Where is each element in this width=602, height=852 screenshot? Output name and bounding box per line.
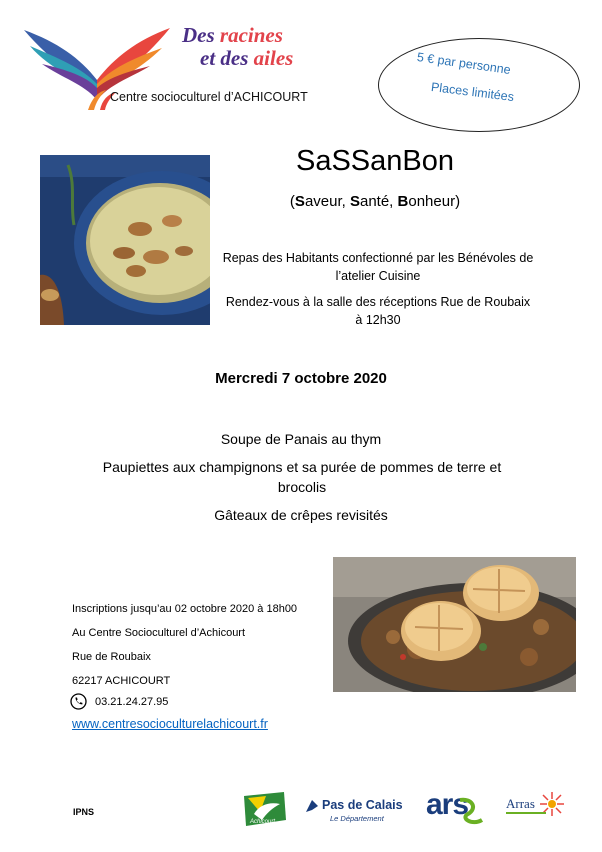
menu-item-dessert: Gâteaux de crêpes revisités [214, 507, 388, 523]
menu-item-main: Paupiettes aux champignons et sa purée de pommes de terre et brocolis [102, 459, 502, 495]
pas-de-calais-logo [304, 798, 404, 826]
contact-street: Rue de Roubaix [72, 651, 151, 663]
paupiettes-photo [333, 557, 576, 692]
contact-place: Au Centre Socioculturel d’Achicourt [72, 627, 246, 639]
event-description: Repas des Habitants confectionné par les Bénévoles de l’atelier Cuisine [222, 251, 534, 283]
phone-icon [70, 693, 87, 710]
arras-text: Arras [506, 796, 535, 811]
ars-text: ars [426, 788, 469, 821]
registration-deadline: Inscriptions jusqu’au 02 octobre 2020 à 18h00 [72, 603, 298, 615]
places-limited-text: Places limitées [430, 80, 515, 105]
soup-photo [40, 155, 210, 325]
event-venue: Rendez-vous à la salle des réceptions Rue de Roubaix à 12h30 [225, 295, 531, 327]
logo-subtitle: Centre socioculturel d’ACHICOURT [110, 90, 308, 104]
pdc-title: Pas de Calais [322, 798, 403, 812]
achicourt-logo [240, 790, 288, 830]
event-title: SaSSanBon [295, 145, 454, 177]
contact-city: 62217 ACHICOURT [72, 675, 171, 687]
svg-text:Achicourt: Achicourt [250, 819, 276, 825]
ipns-label: IPNS [73, 807, 95, 817]
logo-title: Des racines et des ailes [182, 23, 294, 70]
website-link[interactable]: www.centresocioculturelachicourt.fr [72, 717, 268, 731]
contact-phone: 03.21.24.27.95 [95, 696, 169, 708]
organization-logo [22, 18, 312, 113]
ars-logo [424, 790, 486, 830]
price-text: 5 € par personne [416, 50, 512, 78]
arras-logo [506, 792, 568, 828]
event-date: Mercredi 7 octobre 2020 [215, 370, 387, 387]
menu-item-starter: Soupe de Panais au thym [220, 431, 382, 447]
event-subtitle: (Saveur, Santé, Bonheur) [289, 193, 461, 210]
pdc-subtitle: Le Département [330, 814, 384, 823]
